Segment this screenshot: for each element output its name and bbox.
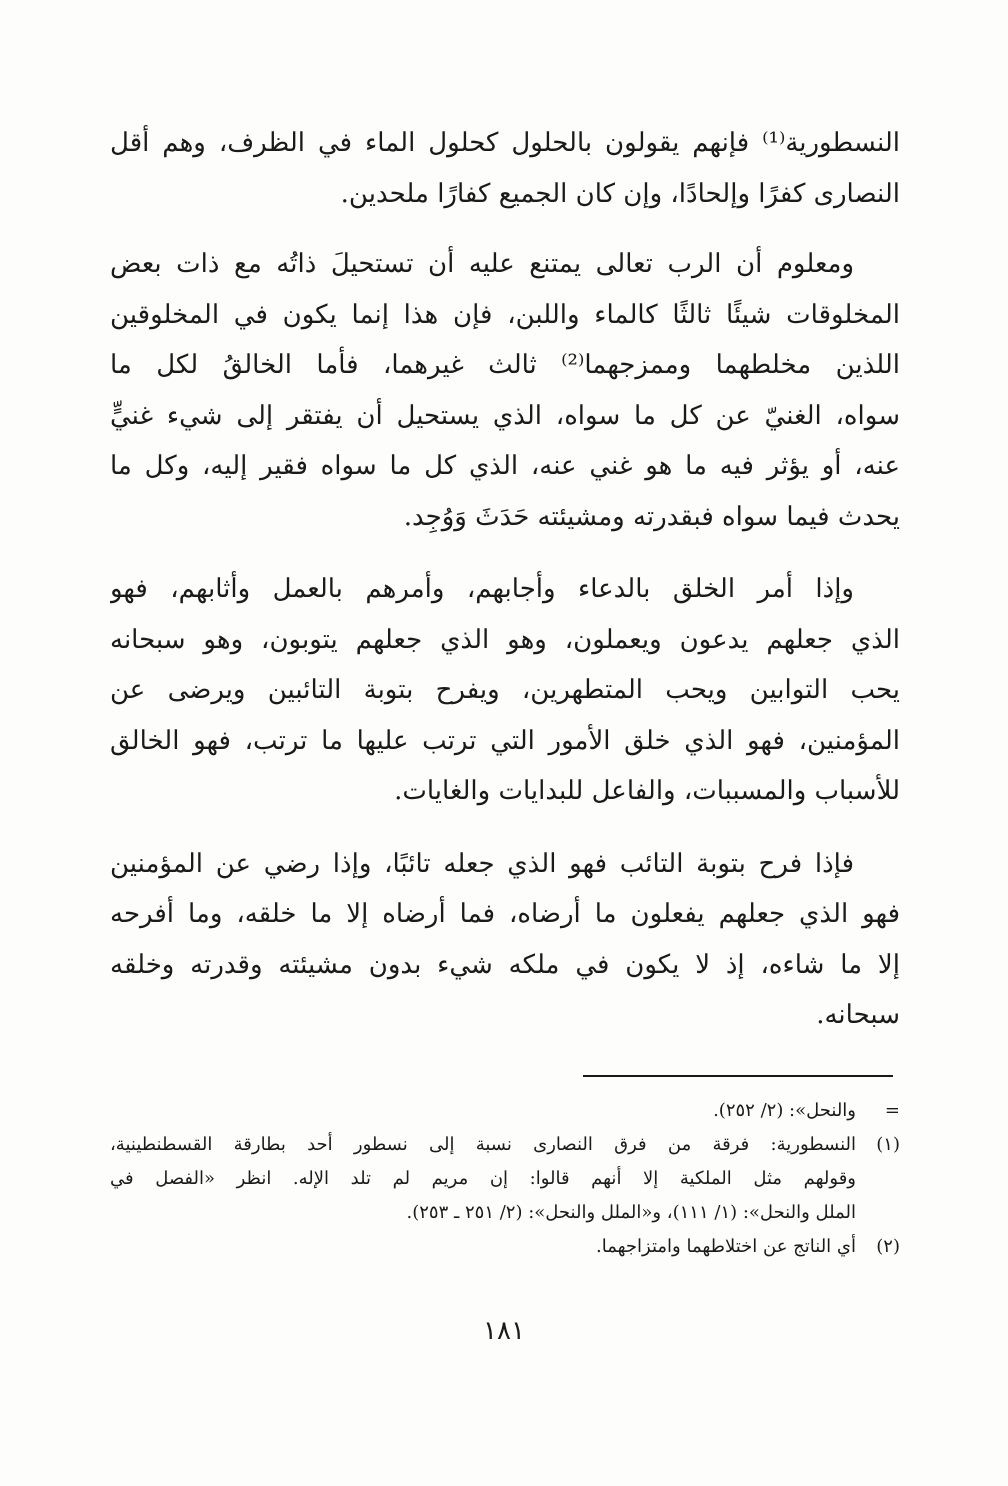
paragraph-2 (110, 239, 900, 542)
paragraph-4 (110, 839, 900, 1041)
text-line: المخلوقات شيئًا ثالثًا كالماء واللبن، فإن هذا إنما يكون في المخلوقين (110, 299, 900, 330)
footnote-1 (110, 1128, 900, 1230)
text-line: إلا ما شاءه، إذ لا يكون في ملكه شيء بدون مشيئته وقدرته وخلقه (110, 949, 900, 980)
footnote-marker: (١) (876, 1134, 900, 1155)
main-text (110, 118, 900, 1063)
text-line: النصارى كفرًا وإلحادًا، وإن كان الجميع كفارًا ملحدين. (340, 178, 900, 209)
footnote-2 (110, 1230, 900, 1264)
text-line: وإذا أمر الخلق بالدعاء وأجابهم، وأمرهم بالعمل وأثابهم، فهو (110, 574, 854, 604)
text-line: سواه، الغنيّ عن كل ما سواه، الذي يستحيل أن يفتقر إلى شيء غنيٍّ (110, 400, 900, 431)
footnote-line: والنحل»: (٢/ ٢٥٢). (713, 1100, 856, 1121)
text-line: سبحانه. (816, 1000, 900, 1030)
text-line: اللذين مخلطهما وممزجهما⁽²⁾ ثالث غيرهما، فأما الخالقُ لكل ما (110, 350, 900, 380)
text-line: الذي جعلهم يدعون ويعملون، وهو الذي جعلهم يتوبون، وهو سبحانه (110, 624, 900, 655)
text-line: ومعلوم أن الرب تعالى يمتنع عليه أن تستحيلَ ذاتُه مع ذات بعض (110, 249, 854, 279)
footnote-marker: = (884, 1100, 900, 1121)
footnote-continuation (110, 1094, 900, 1128)
text-line: يحب التوابين ويحب المتطهرين، ويفرح بتوبة التائبين ويرضى عن (110, 675, 900, 705)
paragraph-1 (110, 118, 900, 219)
footnote-body (110, 1230, 856, 1264)
footnotes (110, 1094, 900, 1264)
footnote-line: الملل والنحل»: (١/ ١١١)، و«الملل والنحل»: (٢/ ٢٥١ ـ ٢٥٣). (406, 1202, 856, 1223)
text-line: المؤمنين، فهو الذي خلق الأمور التي ترتب عليها ما ترتب، فهو الخالق (110, 725, 900, 756)
text-line: فإذا فرح بتوبة التائب فهو الذي جعله تائبًا، وإذا رضي عن المؤمنين (110, 848, 854, 879)
text-line: عنه، أو يؤثر فيه ما هو غني عنه، الذي كل ما سواه فقير إليه، وكل ما (110, 451, 900, 481)
text-line: يحدث فيما سواه فبقدرته ومشيئته حَدَثَ وَوُجِد. (403, 501, 900, 532)
footnote-line: النسطورية: فرقة من فرق النصارى نسبة إلى نسطور أحد بطارقة القسطنطينية، (110, 1134, 856, 1155)
footnote-line: أي الناتج عن اختلاطهما وامتزاجهما. (596, 1236, 856, 1257)
text-line: النسطورية⁽¹⁾ فإنهم يقولون بالحلول كحلول الماء في الظرف، وهم أقل (110, 128, 900, 158)
text-line: فهو الذي جعلهم يفعلون ما أرضاه، فما أرضاه إلا ما خلقه، وما أفرحه (110, 899, 900, 929)
footnote-marker: (٢) (876, 1236, 900, 1257)
text-line: للأسباب والمسببات، والفاعل للبدايات والغايات. (394, 776, 900, 806)
paragraph-3 (110, 564, 900, 817)
footnote-line: وقولهم مثل الملكية إلا أنهم قالوا: إن مريم لم تلد الإله. انظر «الفصل في (110, 1168, 856, 1189)
footnote-body (110, 1094, 856, 1128)
page-number: ١٨١ (483, 1316, 525, 1346)
footnote-separator (583, 1075, 893, 1077)
footnote-body (110, 1128, 856, 1230)
